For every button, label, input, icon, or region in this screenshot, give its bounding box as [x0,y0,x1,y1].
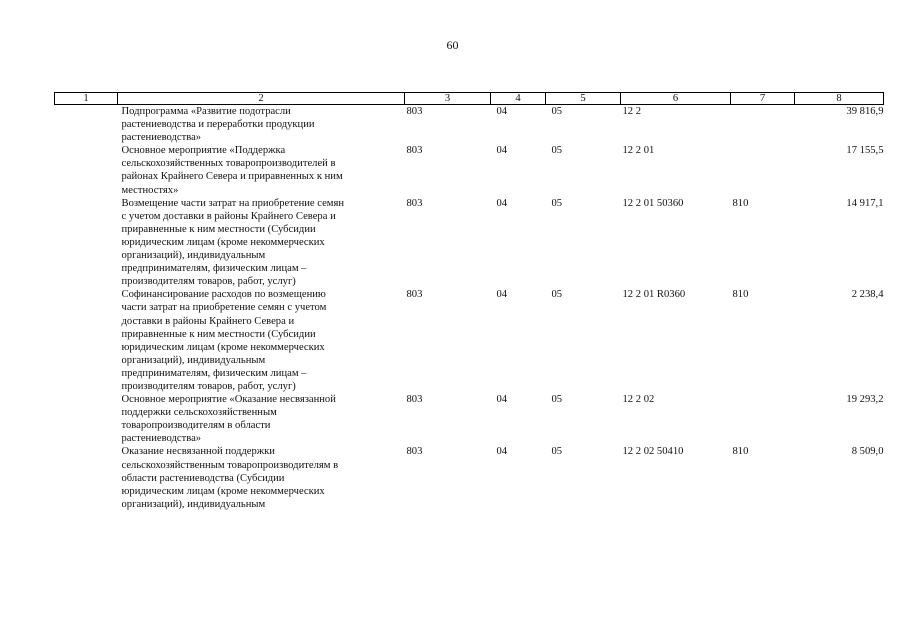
cell-subsection-code: 05 [551,394,563,406]
budget-table [54,92,884,511]
cell-target-article: 12 2 01 50360 [622,197,684,209]
cell-amount: 2 238,4 [851,289,884,301]
cell-name [118,144,405,196]
cell-name-line: местностях» [121,184,179,196]
cell-name-line: организаций), индивидуальным [121,498,266,510]
column-header-7: 7 [731,93,795,105]
cell-name-line: предпринимателям, физическим лицам – [121,367,307,379]
cell-name-line: производителям товаров, работ, услуг) [121,380,296,392]
cell-ministry-code: 803 [406,106,423,117]
cell-number [55,393,118,445]
cell-ministry-code: 803 [406,145,423,157]
cell-name [118,393,405,445]
column-header-4: 4 [491,93,546,105]
cell-amount: 17 155,5 [846,145,884,157]
column-header-6: 6 [621,93,731,105]
cell-name-line: Возмещение части затрат на приобретение семян [121,197,345,209]
cell-expense-type: 810 [732,289,749,301]
cell-name-line: сельскохозяйственным товаропроизводителям в [121,459,339,471]
cell-subsection-code: 05 [551,106,563,117]
page-number: 60 [446,38,459,52]
cell-name-line: предпринимателям, физическим лицам – [121,263,307,275]
cell-name-line: области растениеводства (Субсидии [121,472,285,484]
cell-number [55,105,118,145]
cell-name-line: растениеводства и переработки продукции [121,119,315,131]
cell-name [118,197,405,289]
column-header-5: 5 [546,93,621,105]
cell-amount: 19 293,2 [846,394,884,406]
cell-name-line: районах Крайнего Севера и приравненных к ним [121,171,343,183]
cell-name-line: Основное мероприятие «Поддержка [121,145,286,157]
cell-name [118,445,405,510]
cell-name-line: растениеводства» [121,132,202,144]
cell-name-line: производителям товаров, работ, услуг) [121,276,296,288]
cell-ministry-code: 803 [406,197,423,209]
cell-expense-type: 810 [732,197,749,209]
cell-name-line: организаций), индивидуальным [121,250,266,262]
cell-subsection-code: 05 [551,145,563,157]
cell-name-line: Оказание несвязанной поддержки [121,446,275,458]
cell-number [55,197,118,289]
cell-section-code: 04 [496,197,508,209]
table-row [55,288,884,393]
column-header-1: 1 [55,93,118,105]
cell-subsection-code: 05 [551,446,563,458]
cell-name-line: с учетом доставки в районы Крайнего Севера и [121,210,336,222]
cell-section-code: 04 [496,446,508,458]
cell-ministry-code: 803 [406,446,423,458]
cell-section-code: 04 [496,289,508,301]
cell-name-line: приравненные к ним местности (Субсидии [121,223,316,235]
cell-name-line: доставки в районы Крайнего Севера и [121,315,295,327]
cell-amount: 14 917,1 [846,197,884,209]
cell-ministry-code: 803 [406,394,423,406]
cell-target-article: 12 2 01 R0360 [622,289,686,301]
cell-section-code: 04 [496,394,508,406]
table-header [55,93,884,105]
cell-target-article: 12 2 02 [622,394,655,406]
cell-name-line: сельскохозяйственных товаропроизводителей в [121,158,336,170]
cell-name-line: Основное мероприятие «Оказание несвязанной [121,394,336,406]
header-row [55,93,884,105]
table-row [55,197,884,289]
column-header-8: 8 [795,93,884,105]
cell-target-article: 12 2 02 50410 [622,446,684,458]
cell-name-line: поддержки сельскохозяйственным [121,407,277,419]
cell-target-article: 12 2 01 [622,145,655,157]
cell-name-line: растениеводства» [121,433,202,445]
table-row [55,105,884,145]
cell-number [55,445,118,510]
cell-expense-type [731,144,795,196]
cell-name-line: Подпрограмма «Развитие подотрасли [121,106,291,117]
cell-name-line: юридическим лицам (кроме некоммерческих [121,341,325,353]
cell-name-line: организаций), индивидуальным [121,354,266,366]
cell-number [55,144,118,196]
cell-name-line: юридическим лицам (кроме некоммерческих [121,485,325,497]
cell-name [118,288,405,393]
cell-amount: 8 509,0 [851,446,884,458]
column-header-2: 2 [118,93,405,105]
cell-name-line: приравненные к ним местности (Субсидии [121,328,316,340]
cell-expense-type: 810 [732,446,749,458]
table-body [55,105,884,511]
table-row [55,144,884,196]
cell-expense-type [731,393,795,445]
cell-name-line: части затрат на приобретение семян с учетом [121,302,327,314]
cell-target-article: 12 2 [622,106,642,117]
cell-name-line: юридическим лицам (кроме некоммерческих [121,236,325,248]
cell-name-line: товаропроизводителям в области [121,420,271,432]
cell-name [118,105,405,145]
table-row [55,445,884,510]
cell-section-code: 04 [496,106,508,117]
cell-amount: 39 816,9 [846,106,884,117]
cell-subsection-code: 05 [551,197,563,209]
cell-number [55,288,118,393]
cell-subsection-code: 05 [551,289,563,301]
table-row [55,393,884,445]
cell-expense-type [731,105,795,145]
cell-name-line: Софинансирование расходов по возмещению [121,289,326,301]
cell-ministry-code: 803 [406,289,423,301]
cell-section-code: 04 [496,145,508,157]
column-header-3: 3 [405,93,491,105]
